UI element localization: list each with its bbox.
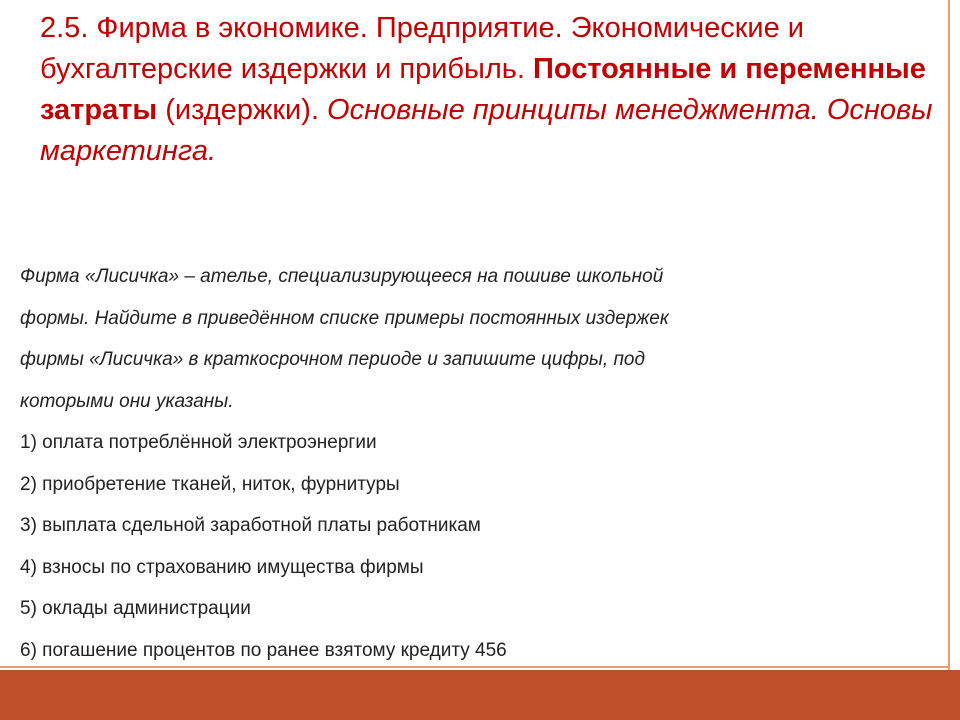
title-part-regular: 2.5. Фирма в экономике. Предприятие. Экономические и бухгалтерские издержки и прибыль. xyxy=(40,12,804,85)
options-list xyxy=(20,422,945,671)
task-line: фирмы «Лисичка» в краткосрочном периоде и запишите цифры, под xyxy=(20,349,645,370)
slide-body xyxy=(20,256,945,671)
right-accent-rule xyxy=(948,0,950,670)
title-part-paren: (издержки). xyxy=(165,94,319,126)
option-item-5: 5) оклады администрации xyxy=(20,598,251,619)
task-text xyxy=(20,256,945,422)
task-line: формы. Найдите в приведённом списке примеры постоянных издержек xyxy=(20,307,669,329)
option-item-2: 2) приобретение тканей, ниток, фурнитуры xyxy=(20,473,400,495)
footer-bar xyxy=(0,670,960,720)
title-part-bold: Постоянные и переменные затраты xyxy=(40,53,926,126)
option-item-6: 6) погашение процентов по ранее взятому кредиту 456 xyxy=(20,639,507,661)
option-item-1: 1) оплата потреблённой электроэнергии xyxy=(20,432,377,453)
task-line: которыми они указаны. xyxy=(20,390,234,412)
task-line: Фирма «Лисичка» – ателье, специализирующееся на пошиве школьной xyxy=(20,266,664,287)
bottom-accent-line xyxy=(0,666,948,668)
option-item-4: 4) взносы по страхованию имущества фирмы xyxy=(20,556,424,578)
title-part-italic: Основные принципы менеджмента. Основы маркетинга. xyxy=(40,94,933,167)
option-item-3: 3) выплата сдельной заработной платы работникам xyxy=(20,515,481,536)
slide-title xyxy=(40,8,940,172)
